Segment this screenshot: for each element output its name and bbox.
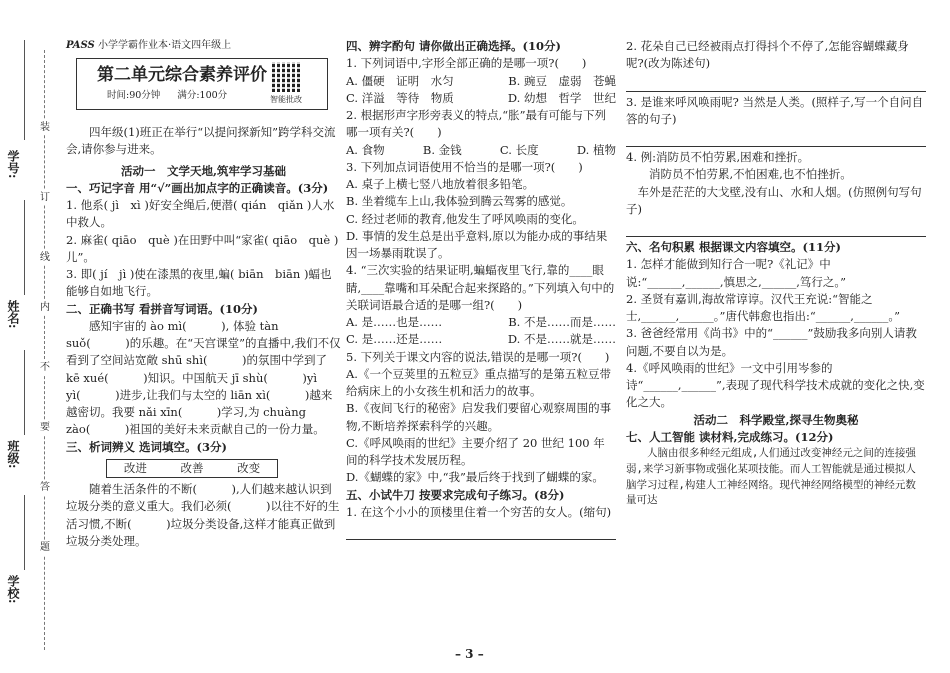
q1-item[interactable]: 2. 麻雀( qiāo què )在田野中叫“家雀( qiāo què )儿”。 [66, 232, 339, 264]
option[interactable]: D. 不是……就是…… [507, 332, 616, 347]
cut-word: 答 [40, 482, 50, 493]
class-blank[interactable] [24, 350, 25, 435]
student-name-label: 姓名: [6, 300, 20, 329]
q4-5-stem[interactable]: 5. 下列关于课文内容的说法,错误的是哪一项?( ) [346, 349, 610, 364]
q6-item[interactable]: 1. 怎样才能做到知行合一呢?《礼记》中说:“______,______,慎思之,______,笃行之。” [626, 257, 847, 289]
q5-4-example-answer: 消防员不怕劳累,不怕困难,也不怕挫折。 [649, 167, 852, 182]
q4-4-options-row [346, 331, 616, 348]
q5-3-stem[interactable]: 3. 是谁来呼风唤雨呢? 当然是人类。(照样子,写一个自问自答的句子) [626, 94, 924, 126]
q4-2-options-row [346, 142, 616, 159]
option[interactable]: B. 坐着缆车上山,我体验到腾云驾雾的感觉。 [346, 194, 573, 209]
cut-word: 要 [40, 422, 50, 433]
q6-item[interactable]: 2. 圣贤有嘉训,海故常谆谆。汉代王充说:“智能之士,______,______。”唐代韩愈也指出:“______,______。” [626, 291, 900, 323]
exam-score: 满分:100分 [177, 90, 228, 101]
school-blank[interactable] [24, 495, 25, 570]
option[interactable]: D. 幼想 哲学 世纪 [507, 90, 616, 105]
cut-word: 订 [40, 192, 50, 203]
qr-code-pattern [272, 62, 302, 92]
option[interactable]: C. 经过老师的教育,他发生了呼风唤雨的变化。 [346, 211, 584, 226]
word-option: 改变 [237, 460, 261, 475]
column-3 [626, 38, 926, 509]
q1-title: 一、巧记字音 用“√”画出加点字的正确读音。(3分) [66, 180, 329, 195]
school-label: 学校: [6, 575, 20, 604]
q4-1-options-row [346, 73, 616, 90]
activity-2-title: 活动二 科学殿堂,探寻生物奥秘 [693, 412, 859, 427]
q3-text[interactable]: 随着生活条件的不断( ),人们越来越认识到垃圾分类的意义重大。我们必须( )以往不好的生活习惯,不断( )垃圾分类设备,这样才能真正做到垃圾分类处理。 [66, 482, 340, 548]
word-choice-box [106, 459, 278, 478]
q5-title: 五、小试牛刀 按要求完成句子练习。(8分) [346, 487, 565, 502]
q5-1-stem[interactable]: 1. 在这个小小的顶楼里住着一个穷苦的女人。(缩句) [346, 504, 612, 519]
answer-line[interactable] [346, 523, 616, 540]
q4-4-stem[interactable]: 4. “三次实验的结果证明,蝙蝠夜里飞行,靠的____眼睛,____靠嘴和耳朵配合起来探路的。”下列填入句中的关联词语最合适的是哪一组?( ) [346, 263, 615, 312]
q7-title: 七、人工智能 读材料,完成练习。(12分) [626, 429, 834, 444]
word-option: 改善 [180, 460, 204, 475]
q6-title: 六、名句积累 根据课文内容填空。(11分) [626, 240, 841, 254]
answer-line[interactable] [626, 220, 926, 237]
option[interactable]: C. 长度 [499, 142, 539, 157]
option[interactable]: D. 植物 [576, 142, 616, 157]
q4-2-stem[interactable]: 2. 根据形声字形旁表义的特点,“胀”最有可能与下列哪一项有关?( ) [346, 108, 607, 140]
q2-title: 二、正确书写 看拼音写词语。(10分) [66, 301, 258, 316]
option[interactable]: B. 豌豆 虚弱 苍蝇 [508, 73, 616, 88]
cut-word: 不 [40, 362, 50, 373]
option[interactable]: B. 不是……而是…… [508, 315, 616, 329]
option[interactable]: D. 事情的发生总是出乎意料,原以为能办成的事结果因一场暴雨耽误了。 [346, 228, 608, 260]
cut-word: 题 [40, 542, 50, 553]
option[interactable]: C. 洋溢 等待 物质 [346, 90, 454, 105]
answer-line[interactable] [626, 130, 926, 147]
option[interactable]: A. 僵硬 证明 水匀 [346, 73, 454, 88]
option[interactable]: B. 金钱 [422, 142, 462, 157]
q7-passage: 人脑由很多种经元组成,人们通过改变神经元之间的连接强弱,来学习新事物或强化某项技能。而人工智能就是通过模拟人脑学习过程,构建人工神经网络。现代神经网络模型的神经元数量可达 [626, 447, 916, 507]
option[interactable]: A. 是……也是…… [346, 315, 443, 329]
column-1 [66, 124, 341, 550]
column-2 [346, 38, 616, 542]
q1-item[interactable]: 1. 他系( jì xì )好安全绳后,便潜( qián qiǎn )人水中救人。 [66, 198, 335, 230]
student-name-blank[interactable] [24, 200, 25, 295]
cut-line [44, 50, 45, 650]
activity-1-title: 活动一 文学天地,筑牢学习基础 [120, 163, 286, 178]
student-number-blank[interactable] [24, 40, 25, 140]
q6-item[interactable]: 4.《呼风唤雨的世纪》一文中引用岑参的诗“______,______”,表现了现代科学技术成就的变化之快,变化之大。 [626, 360, 925, 410]
option[interactable]: A.《一个豆荚里的五粒豆》重点描写的是第五粒豆带给病床上的小女孩生机和活力的故事。 [346, 366, 611, 398]
q6-item[interactable]: 3. 爸爸经常用《尚书》中的“______”鼓励我多向别人请教问题,不要自以为是。 [626, 326, 917, 358]
option[interactable]: B.《夜间飞行的秘密》启发我们要留心观察周围的事物,不断培养探索科学的兴趣。 [346, 401, 612, 433]
q3-title: 三、析词辨义 选词填空。(3分) [66, 439, 227, 454]
q4-4-options-row [346, 314, 616, 331]
q5-4-example: 4. 例:消防员不怕劳累,困难和挫折。 [626, 150, 810, 164]
brand-logo: PASS [66, 40, 95, 51]
page-title: 第二单元综合素养评价 [97, 65, 267, 85]
word-option: 改进 [123, 460, 147, 475]
option[interactable]: C. 是……还是…… [346, 332, 443, 347]
page-number: – 3 – [455, 647, 484, 661]
q5-2-stem[interactable]: 2. 花朵自己已经被雨点打得抖个不停了,怎能容蝴蝶藏身呢?(改为陈述句) [626, 39, 909, 71]
class-label: 班级: [6, 440, 20, 469]
answer-line[interactable] [626, 75, 926, 92]
cut-word: 线 [40, 252, 50, 263]
q5-4-stem[interactable]: 车外是茫茫的大戈壁,没有山、水和人烟。(仿照例句写句子) [626, 184, 922, 216]
q4-1-options-row [346, 90, 616, 107]
qr-label: 智能批改 [270, 95, 302, 104]
option[interactable]: A. 食物 [346, 142, 385, 157]
q4-1-stem[interactable]: 1. 下列词语中,字形全部正确的是哪一项?( ) [346, 56, 587, 71]
q1-item[interactable]: 3. 即( jí jì )使在漆黑的夜里,蝙( biān biān )蝠也能够自如地飞行。 [66, 267, 332, 299]
student-number-label: 学号: [6, 150, 20, 179]
cut-word: 内 [40, 302, 50, 313]
q2-text[interactable]: 感知宇宙的 ào mì( ), 体验 tàn suǒ( )的乐趣。在“天宫课堂”的直播中,我们不仅看到了空间站宽敞 shū shì( )的氛围中学到了 kē xué( )知识。中国航天 jī shù( )yì yì( )进步,让我们与太空的 liān xì( )越来越密切。我要 nǎi xīn( )学习,为 chuàng zào( )祖国的美好未来贡献自己的一份力量。 [66, 318, 341, 437]
binding-gutter [0, 0, 56, 673]
intro-text: 四年级(1)班正在举行“以提问探新知”跨学科交流会,请你参与进来。 [66, 125, 336, 157]
q4-3-stem[interactable]: 3. 下列加点词语使用不恰当的是哪一项?( ) [346, 159, 583, 174]
option[interactable]: A. 桌子上横七竖八地放着很多铅笔。 [346, 177, 535, 191]
option[interactable]: C.《呼风唤雨的世纪》主要介绍了 20 世纪 100 年间的科学技术发展历程。 [346, 435, 605, 467]
exam-meta [107, 89, 227, 103]
cut-word: 装 [40, 122, 50, 133]
exam-time: 时间:90分钟 [107, 90, 161, 101]
book-header [66, 38, 341, 54]
option[interactable]: D.《蝴蝶的家》中,“我”最后终于找到了蝴蝶的家。 [346, 470, 604, 485]
series-name: 小学学霸作业本·语文四年级上 [97, 40, 232, 51]
q4-title: 四、辨字酌句 请你做出正确选择。(10分) [346, 39, 561, 53]
